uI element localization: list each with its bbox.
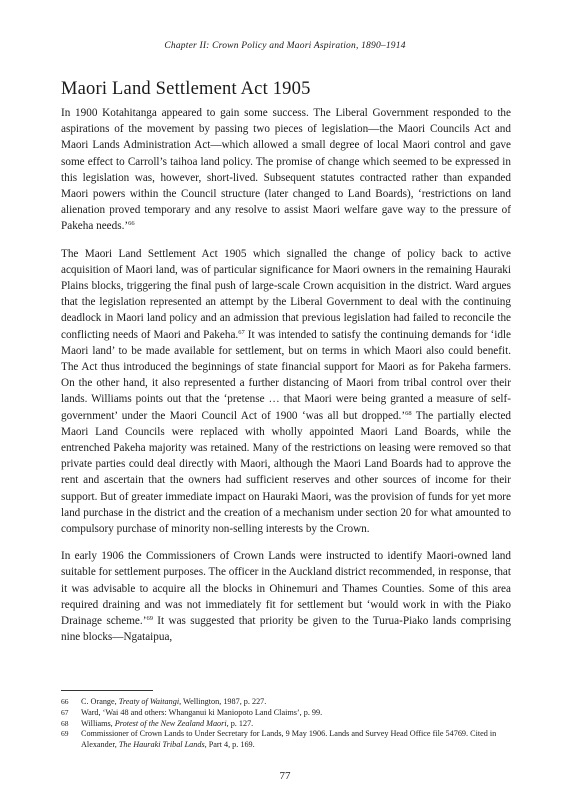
footnote-run: Williams,	[81, 718, 115, 728]
footnote-title: Protest of the New Zealand Maori	[114, 718, 227, 728]
running-head: Chapter II: Crown Policy and Maori Aspiration, 1890–1914	[164, 41, 406, 51]
footnote-text	[81, 729, 511, 751]
footnote-run: Commissioner of Crown Lands to Under Secretary for Lands, 9 May 1906. Lands and Survey Head Office file 54769. Cited in Alexander,	[81, 729, 497, 750]
paragraph	[61, 548, 511, 645]
footnote-number: 67	[61, 707, 69, 717]
footnote-number: 69	[61, 729, 69, 739]
footnote-number: 68	[61, 718, 69, 728]
footnote-rule	[61, 690, 153, 691]
paragraph	[61, 246, 511, 538]
footnote-run: Ward, ‘Wai 48 and others: Whanganui ki Maniopoto Land Claims’, p. 99.	[81, 707, 323, 717]
section-title: Maori Land Settlement Act 1905	[61, 79, 311, 99]
footnote-text	[81, 697, 511, 708]
footnote-title: Treaty of Waitangi	[118, 697, 180, 706]
footnotes	[61, 697, 511, 751]
footnote-marker: 66	[128, 220, 135, 228]
footnote-marker: 68	[405, 409, 412, 417]
footnote-marker: 67	[238, 328, 245, 336]
footnote-run: C. Orange,	[81, 697, 119, 706]
footnote-run: , p. 127.	[226, 718, 254, 728]
footnote-run: , Wellington, 1987, p. 227.	[179, 697, 267, 706]
page-number: 77	[279, 770, 291, 782]
body-text	[61, 105, 511, 657]
footnote-number: 66	[61, 697, 69, 706]
text-run: The partially elected Maori Land Councils were replaced with wholly appointed Maori Land Boards, while the entrenched Pakeha majority was retained. Many of the restrictions on leasing were removed so that private parties could deal directly with Maori, although the Maori Land Boards had to approve the rent and ascertain that the owners had sufficient reserves and other sources of income for their support. But of greater immediate impact on Hauraki Maori, was the provision of funds for yet more land purchase in the district and the creation of a mechanism under section 20 for what amounted to compulsory purchase of minority non-selling interests by the Crown.	[61, 409, 512, 536]
footnote	[61, 729, 511, 751]
footnote	[61, 708, 511, 719]
footnote-marker: 69	[146, 615, 153, 623]
text-run: In 1900 Kotahitanga appeared to gain some success. The Liberal Government responded to the aspirations of the movement by passing two pieces of legislation—the Maori Councils Act and Maori Lands Administration Act—which allowed a small degree of local Maori control and gave some effect to Carroll’s taihoa land policy. The promise of change which seemed to be expressed in this legislation was, however, short-lived. Subsequent statutes contracted rather than expanded Maori powers within the Council structure (later changed to Land Boards), ‘restrictions on land alienation proved temporary and any resolve to assist Maori welfare gave way to the pressure of Pakeha needs.’	[61, 107, 511, 233]
paragraph	[61, 105, 511, 235]
text-run: In early 1906 the Commissioners of Crown Lands were instructed to identify Maori-owned land suitable for settlement purposes. The officer in the Auckland district recommended, in response, that it was advisable to acquire all the blocks in Ohinemuri and Thames Counties. Some of this area required draining and was not immediately fit for settlement but ‘would work in with the Piako Drainage scheme.’	[61, 550, 511, 628]
footnote-text	[81, 719, 511, 730]
footnote-text	[81, 708, 511, 719]
footnote	[61, 697, 511, 708]
footnote-title: The Hauraki Tribal Lands	[118, 740, 205, 750]
footnote-run: , Part 4, p. 169.	[204, 740, 255, 750]
text-run: It was suggested that priority be given to the Turua-Piako lands comprising nine blocks—Ngataipua,	[61, 615, 511, 644]
footnote	[61, 719, 511, 730]
text-run: It was intended to satisfy the continuing demands for ‘idle Maori land’ to be made available for settlement, but on terms in which Maori also could benefit. The Act thus introduced the beginnings of state financial support for Maori as for Pakeha farmers. On the other hand, it also represented a further distancing of Maori from tribal control over their lands. Williams points out that the ‘pretense … that Maori were being granted a measure of self-government’ under the Maori Council Act of 1900 ‘was all but dropped.’	[61, 328, 511, 422]
text-run: The Maori Land Settlement Act 1905 which signalled the change of policy back to active acquisition of Maori land, was of particular significance for Maori owners in the remaining Hauraki Plains blocks, triggering the final push of large-scale Crown acquisition in the district. Ward argues that the legislation represented an attempt by the Liberal Government to deal with the continuing deadlock in Maori land policy and an admission that previous legislation had failed to reconcile the conflicting needs of Maori and Pakeha.	[61, 247, 511, 341]
